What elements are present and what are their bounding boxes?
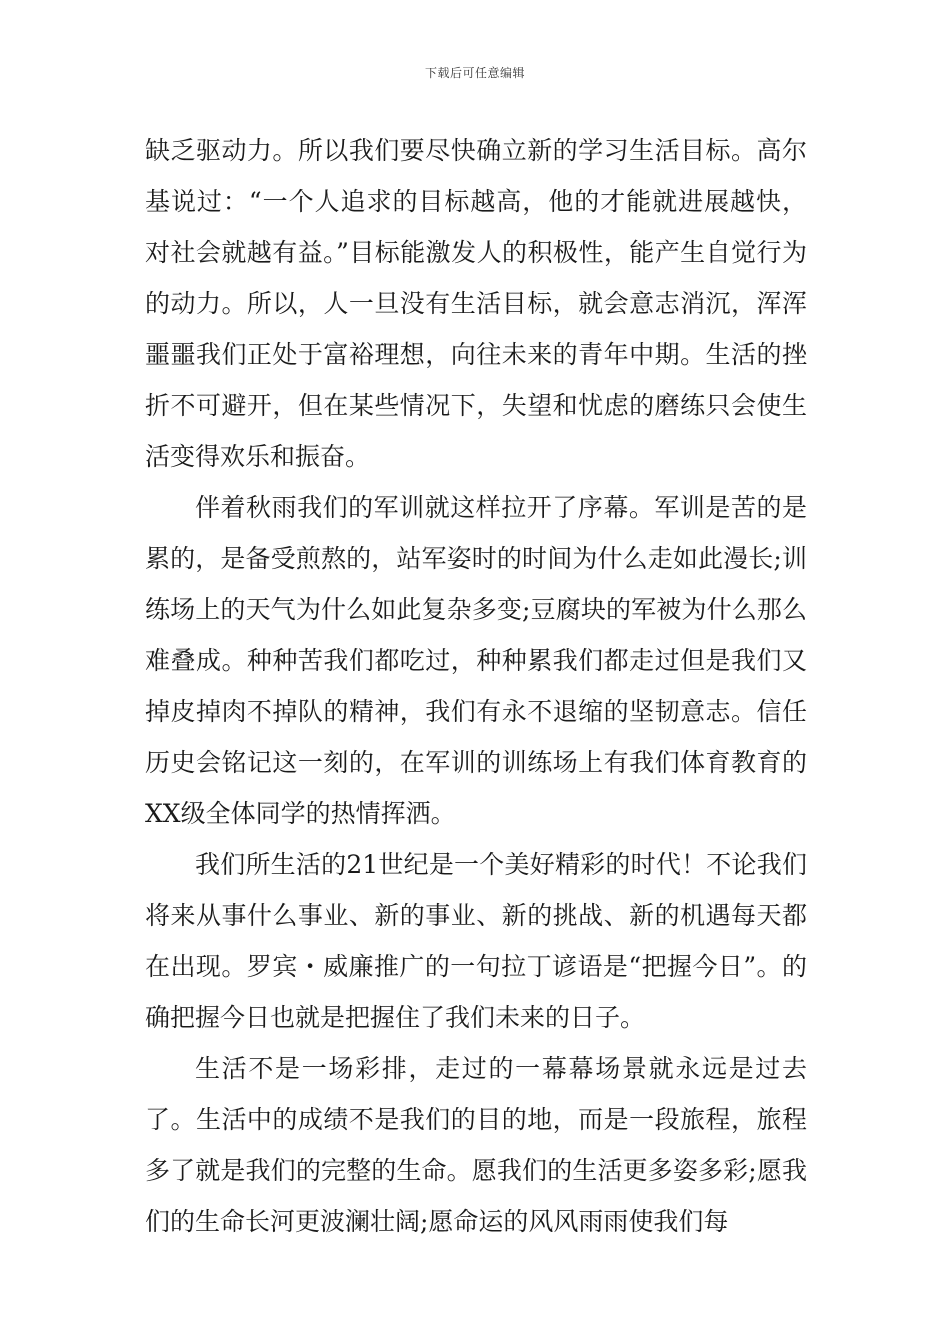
document-body xyxy=(145,125,807,1247)
paragraph-4: 生活不是一场彩排，走过的一幕幕场景就永远是过去了。生活中的成绩不是我们的目的地，而是一段旅程，旅程多了就是我们的完整的生命。愿我们的生活更多姿多彩;愿我们的生命长河更波澜壮阔;愿命运的风风雨雨使我们每 xyxy=(145,1054,807,1236)
page-header: 下载后可任意编辑 xyxy=(424,66,525,80)
paragraph-2: 伴着秋雨我们的军训就这样拉开了序幕。军训是苦的是累的，是备受煎熬的，站军姿时的时间为什么走如此漫长;训练场上的天气为什么如此复杂多变;豆腐块的军被为什么那么难叠成。种种苦我们都吃过，种种累我们都走过但是我们又掉皮掉肉不掉队的精神，我们有永不退缩的坚韧意志。信任历史会铭记这一刻的，在军训的训练场上有我们体育教育的XX级全体同学的热情挥洒。 xyxy=(145,493,807,828)
paragraph-1: 缺乏驱动力。所以我们要尽快确立新的学习生活目标。高尔基说过：“一个人追求的目标越高，他的才能就进展越快，对社会就越有益。”目标能激发人的积极性，能产生自觉行为的动力。所以，人一旦没有生活目标，就会意志消沉，浑浑噩噩我们正处于富裕理想，向往未来的青年中期。生活的挫折不可避开，但在某些情况下，失望和忧虑的磨练只会使生活变得欢乐和振奋。 xyxy=(145,136,807,471)
paragraph-3: 我们所生活的21世纪是一个美好精彩的时代！不论我们将来从事什么事业、新的事业、新的挑战、新的机遇每天都在出现。罗宾・威廉推广的一句拉丁谚语是“把握今日”。的确把握今日也就是把握住了我们未来的日子。 xyxy=(145,850,807,1032)
